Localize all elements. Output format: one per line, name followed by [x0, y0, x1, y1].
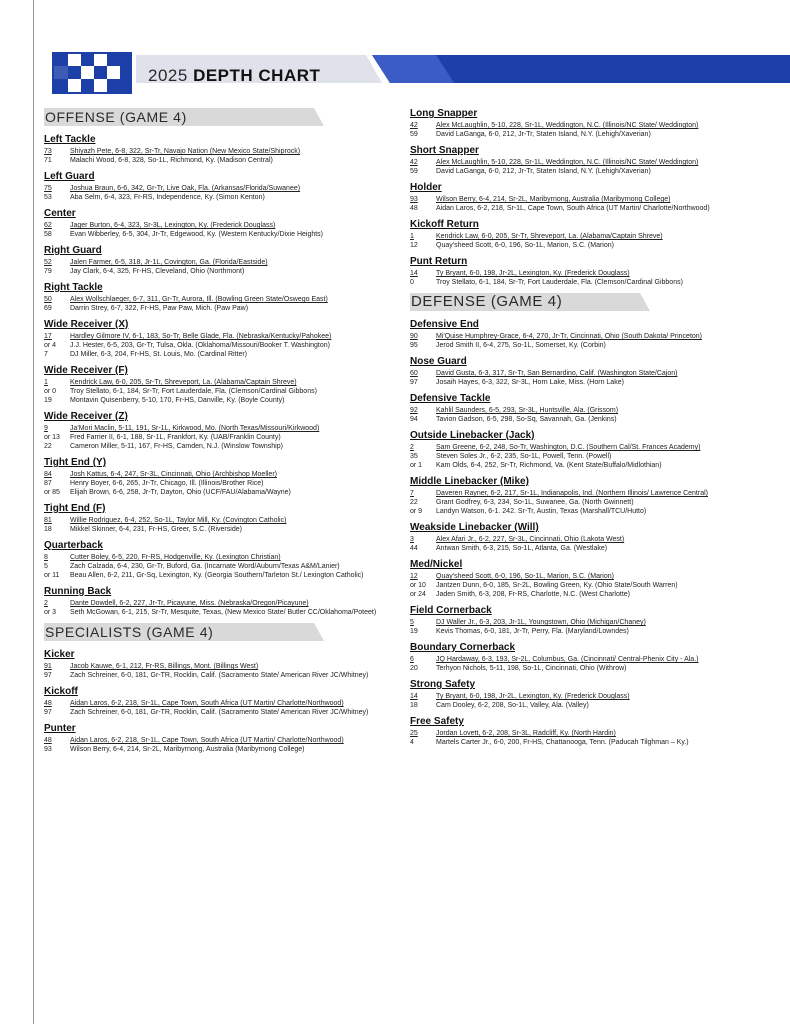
player-row — [410, 158, 760, 167]
player-row — [44, 488, 394, 497]
position-title: Defensive End — [410, 319, 479, 330]
player-number: 2 — [44, 600, 48, 607]
player-row — [410, 535, 760, 544]
player-number: 1 — [410, 233, 414, 240]
player-row — [410, 332, 760, 341]
offense-title: OFFENSE (GAME 4) — [45, 109, 187, 125]
player-number: 95 — [410, 342, 418, 349]
player-row — [44, 258, 394, 267]
player-number: 2 — [410, 444, 414, 451]
player-row — [410, 341, 760, 350]
player-row — [410, 415, 760, 424]
right-column — [410, 108, 760, 753]
defense-header — [410, 293, 760, 311]
position-title: Short Snapper — [410, 145, 479, 156]
player-info: Mikkel Skinner, 6-4, 231, Fr-HS, Greer, S.C. (Riverside) — [70, 526, 242, 533]
player-row — [44, 516, 394, 525]
player-number: 35 — [410, 453, 418, 460]
player-info: David LaGanga, 6-0, 212, Jr-Tr, Staten Island, N.Y. (Lehigh/Xaverian) — [436, 168, 651, 175]
left-column — [44, 108, 394, 760]
position-group — [44, 586, 394, 617]
player-number: 8 — [44, 554, 48, 561]
player-info: Kendrick Law, 6-0, 205, Sr-Tr, Shreveport, La. (Alabama/Captain Shreve) — [436, 233, 663, 240]
player-info: Zach Calzada, 6-4, 230, Gr-Tr, Buford, Ga. (Incarnate Word/Auburn/Texas A&M/Lanier) — [70, 563, 340, 570]
player-info: Aidan Laros, 6-2, 218, Sr-1L, Cape Town, South Africa (UT Martin/ Charlotte/Northwood) — [436, 205, 710, 212]
position-title: Center — [44, 208, 76, 219]
player-number: 18 — [44, 526, 52, 533]
player-info: JQ Hardaway, 6-3, 193, Sr-2L, Columbus, Ga. (Cincinnati/ Central-Phenix City - Ala.) — [436, 656, 699, 663]
position-title: Wide Receiver (F) — [44, 365, 128, 376]
position-group — [44, 365, 394, 405]
position-title: Tight End (F) — [44, 503, 106, 514]
player-number: 48 — [44, 737, 52, 744]
page-title — [148, 66, 320, 86]
player-info: Elijah Brown, 6-6, 258, Jr-Tr, Dayton, Ohio (UCF/FAU/Alabama/Wayne) — [70, 489, 291, 496]
player-number: 90 — [410, 333, 418, 340]
position-title: Boundary Cornerback — [410, 642, 516, 653]
player-row — [410, 590, 760, 599]
player-row — [44, 525, 394, 534]
player-info: J.J. Hester, 6-5, 203, Gr-Tr, Tulsa, Okla. (Oklahoma/Missouri/Booker T. Washington) — [70, 342, 330, 349]
player-info: Wilson Berry, 6-4, 214, Sr-2L, Maribyrnong, Australia (Maribyrnong College) — [436, 196, 671, 203]
player-number: 42 — [410, 122, 418, 129]
player-row — [410, 443, 760, 452]
player-row — [44, 267, 394, 276]
position-title: Outside Linebacker (Jack) — [410, 430, 535, 441]
position-group — [44, 208, 394, 239]
position-group — [44, 723, 394, 754]
position-group — [410, 182, 760, 213]
player-row — [44, 230, 394, 239]
player-row — [44, 745, 394, 754]
position-group — [410, 679, 760, 710]
player-number: 91 — [44, 663, 52, 670]
player-row — [44, 699, 394, 708]
player-number: 94 — [410, 416, 418, 423]
position-title: Nose Guard — [410, 356, 467, 367]
player-info: Fred Farrier II, 6-1, 188, Sr-1L, Frankfort, Ky. (UAB/Franklin County) — [70, 434, 281, 441]
player-number: 53 — [44, 194, 52, 201]
player-number: 97 — [44, 709, 52, 716]
player-number: 17 — [44, 333, 52, 340]
player-number: 81 — [44, 517, 52, 524]
position-group — [44, 457, 394, 497]
player-number: 79 — [44, 268, 52, 275]
player-info: Joshua Braun, 6-6, 342, Gr-Tr, Live Oak, Fla. (Arkansas/Florida/Suwanee) — [70, 185, 301, 192]
player-row — [44, 736, 394, 745]
player-number: 93 — [410, 196, 418, 203]
player-info: Jalen Farmer, 6-5, 318, Jr-1L, Covington, Ga. (Florida/Eastside) — [70, 259, 268, 266]
player-row — [410, 489, 760, 498]
player-info: Josh Kattus, 6-4, 247, Sr-3L, Cincinnati, Ohio (Archbishop Moeller) — [70, 471, 277, 478]
position-title: Tight End (Y) — [44, 457, 107, 468]
player-info: Troy Stellato, 6-1, 184, Sr-Tr, Fort Lauderdale, Fla. (Clemson/Cardinal Gibbons) — [436, 279, 683, 286]
player-info: Kam Olds, 6-4, 252, Sr-Tr, Richmond, Va. (Kent State/Buffalo/Midlothian) — [436, 462, 662, 469]
position-group — [410, 559, 760, 599]
position-title: Kicker — [44, 649, 75, 660]
player-row — [410, 701, 760, 710]
player-number: or 4 — [44, 342, 57, 349]
player-info: Sam Greene, 6-2, 248, So-Tr, Washington, D.C. (Southern Cal/St. Frances Academy) — [436, 444, 701, 451]
player-info: Jacob Kauwe, 6-1, 212, Fr-RS, Billings, Mont. (Billings West) — [70, 663, 259, 670]
position-group — [44, 171, 394, 202]
player-number: 60 — [410, 370, 418, 377]
position-group — [410, 319, 760, 350]
player-row — [410, 130, 760, 139]
player-row — [410, 461, 760, 470]
specialists-title: SPECIALISTS (GAME 4) — [45, 624, 214, 640]
player-number: 7 — [44, 351, 48, 358]
player-number: or 1 — [410, 462, 423, 469]
specialists-right-list — [410, 108, 760, 287]
player-info: Jordan Lovett, 6-2, 208, Sr-3L, Radcliff, Ky. (North Hardin) — [436, 730, 616, 737]
position-title: Defensive Tackle — [410, 393, 491, 404]
player-info: Jay Clark, 6-4, 325, Fr-HS, Cleveland, Ohio (Northmont) — [70, 268, 245, 275]
position-title: Med/Nickel — [410, 559, 463, 570]
player-row — [410, 195, 760, 204]
player-info: Wilson Berry, 6-4, 214, Sr-2L, Maribyrnong, Australia (Maribyrnong College) — [70, 746, 305, 753]
player-info: Zach Schreiner, 6-0, 181, Gr-TR, Rocklin, Calif. (Sacramento State/ American River JC/Whitney) — [70, 709, 369, 716]
player-info: Aba Selm, 6-4, 323, Fr-RS, Independence, Ky. (Simon Kenton) — [70, 194, 265, 201]
position-group — [410, 256, 760, 287]
player-number: 97 — [410, 379, 418, 386]
player-number: 9 — [44, 425, 48, 432]
position-title: Punter — [44, 723, 76, 734]
player-number: 25 — [410, 730, 418, 737]
position-group — [410, 642, 760, 673]
position-group — [44, 649, 394, 680]
player-row — [44, 442, 394, 451]
player-info: Cameron Miller, 5-11, 167, Fr-HS, Camden, N.J. (Winslow Township) — [70, 443, 283, 450]
player-row — [44, 470, 394, 479]
player-info: Hardley Gilmore IV, 6-1, 183, So-Tr, Belle Glade, Fla. (Nebraska/Kentucky/Pahokee) — [70, 333, 332, 340]
specialists-left-list — [44, 649, 394, 754]
player-row — [44, 341, 394, 350]
position-group — [44, 245, 394, 276]
player-info: Troy Stellato, 6-1, 184, Sr-Tr, Fort Lauderdale, Fla. (Clemson/Cardinal Gibbons) — [70, 388, 317, 395]
player-row — [44, 662, 394, 671]
player-info: Ja'Mori Maclin, 5-11, 191, Sr-1L, Kirkwood, Mo. (North Texas/Missouri/Kirkwood) — [70, 425, 320, 432]
position-title: Quarterback — [44, 540, 103, 551]
position-group — [410, 522, 760, 553]
player-number: 20 — [410, 665, 418, 672]
player-info: Terhyon Nichols, 5-11, 198, So-1L, Cincinnati, Ohio (Withrow) — [436, 665, 627, 672]
player-row — [44, 479, 394, 488]
player-info: Kendrick Law, 6-0, 205, Sr-Tr, Shreveport, La. (Alabama/Captain Shreve) — [70, 379, 297, 386]
title-name: DEPTH CHART — [193, 66, 321, 85]
position-group — [410, 219, 760, 250]
player-info: Darrin Strey, 6-7, 322, Fr-HS, Paw Paw, Mich. (Paw Paw) — [70, 305, 249, 312]
specialists-header — [44, 623, 394, 641]
margin-rule — [33, 0, 34, 1024]
player-row — [410, 241, 760, 250]
player-info: Kevis Thomas, 6-0, 181, Jr-Tr, Perry, Fla. (Maryland/Lowndes) — [436, 628, 629, 635]
player-number: or 24 — [410, 591, 426, 598]
player-number: 75 — [44, 185, 52, 192]
player-info: Landyn Watson, 6-1. 242. Sr-Tr, Austin, Texas (Marshall/TCU/Hutto) — [436, 508, 647, 515]
player-row — [44, 599, 394, 608]
position-title: Punt Return — [410, 256, 468, 267]
position-title: Field Cornerback — [410, 605, 492, 616]
player-number: 3 — [410, 536, 414, 543]
player-info: Ty Bryant, 6-0, 198, Jr-2L, Lexington, Ky. (Frederick Douglass) — [436, 270, 630, 277]
player-info: Alex McLaughlin, 5-10, 228, Sr-1L, Weddington, N.C. (Illinois/NC State/ Weddington) — [436, 159, 699, 166]
position-title: Weakside Linebacker (Will) — [410, 522, 539, 533]
position-title: Right Guard — [44, 245, 102, 256]
player-number: or 0 — [44, 388, 57, 395]
player-number: 59 — [410, 168, 418, 175]
position-group — [410, 393, 760, 424]
position-title: Left Tackle — [44, 134, 96, 145]
player-number: 59 — [410, 131, 418, 138]
position-group — [410, 605, 760, 636]
player-info: Mi'Quise Humphrey-Grace, 6-4, 270, Jr-Tr, Cincinnati, Ohio (South Dakota/ Princeton) — [436, 333, 703, 340]
player-row — [410, 664, 760, 673]
player-number: or 9 — [410, 508, 423, 515]
player-info: Seth McGowan, 6-1, 215, Sr-Tr, Mesquite, Texas, (New Mexico State/ Butler CC/Oklahoma/Poteet) — [70, 609, 377, 616]
position-title: Wide Receiver (X) — [44, 319, 129, 330]
player-number: 5 — [410, 619, 414, 626]
position-title: Strong Safety — [410, 679, 476, 690]
player-row — [44, 295, 394, 304]
player-info: Alex Afari Jr., 6-2, 227, Sr-3L, Cincinnati, Ohio (Lakota West) — [436, 536, 625, 543]
player-number: or 13 — [44, 434, 60, 441]
player-row — [410, 369, 760, 378]
player-row — [44, 147, 394, 156]
offense-list — [44, 134, 394, 617]
position-title: Running Back — [44, 586, 112, 597]
player-number: 69 — [44, 305, 52, 312]
player-number: or 11 — [44, 572, 60, 579]
player-info: Aidan Laros, 6-2, 218, Sr-1L, Cape Town, South Africa (UT Martin/ Charlotte/Northwood) — [70, 700, 344, 707]
position-group — [44, 540, 394, 580]
position-group — [44, 134, 394, 165]
player-row — [410, 269, 760, 278]
player-row — [44, 433, 394, 442]
player-row — [410, 204, 760, 213]
position-group — [44, 411, 394, 451]
player-info: Jager Burton, 6-4, 323, Sr-3L, Lexington, Ky. (Frederick Douglass) — [70, 222, 276, 229]
player-number: 12 — [410, 573, 418, 580]
player-row — [410, 452, 760, 461]
player-row — [410, 544, 760, 553]
player-info: David Gusta, 6-3, 317, Sr-Tr, San Bernardino, Calif. (Washington State/Cajon) — [436, 370, 678, 377]
player-number: 48 — [44, 700, 52, 707]
position-group — [410, 356, 760, 387]
player-info: Zach Schreiner, 6-0, 181, Gr-TR, Rocklin, Calif. (Sacramento State/ American River JC/Whitney) — [70, 672, 369, 679]
player-number: 50 — [44, 296, 52, 303]
player-info: David LaGanga, 6-0, 212, Jr-Tr, Staten Island, N.Y. (Lehigh/Xaverian) — [436, 131, 651, 138]
position-title: Kickoff Return — [410, 219, 479, 230]
player-number: 44 — [410, 545, 418, 552]
player-row — [44, 193, 394, 202]
player-info: Alex McLaughlin, 5-10, 228, Sr-1L, Weddington, N.C. (Illinois/NC State/ Weddington) — [436, 122, 699, 129]
player-row — [44, 378, 394, 387]
player-number: 6 — [410, 656, 414, 663]
player-info: Jantzen Dunn, 6-0, 185, Sr-2L, Bowling Green, Ky. (Ohio State/South Warren) — [436, 582, 678, 589]
player-number: 84 — [44, 471, 52, 478]
player-row — [44, 671, 394, 680]
player-row — [410, 581, 760, 590]
player-row — [44, 350, 394, 359]
player-info: Jaden Smith, 6-3, 208, Fr-RS, Charlotte, N.C. (West Charlotte) — [436, 591, 630, 598]
player-number: 52 — [44, 259, 52, 266]
position-group — [44, 686, 394, 717]
player-info: Cutter Boley, 6-5, 220, Fr-RS, Hodgenville, Ky. (Lexington Christian) — [70, 554, 281, 561]
player-info: Aidan Laros, 6-2, 218, Sr-1L, Cape Town, South Africa (UT Martin/ Charlotte/Northwood) — [70, 737, 344, 744]
player-row — [410, 655, 760, 664]
player-number: 18 — [410, 702, 418, 709]
player-number: 19 — [44, 397, 52, 404]
player-number: 93 — [44, 746, 52, 753]
player-number: 48 — [410, 205, 418, 212]
player-info: Quay'sheed Scott, 6-0, 196, So-1L, Marion, S.C. (Marion) — [436, 573, 614, 580]
player-row — [44, 396, 394, 405]
player-row — [410, 498, 760, 507]
player-info: Montavin Quisenberry, 5-10, 170, Fr-HS, Danville, Ky. (Boyle County) — [70, 397, 285, 404]
player-number: 19 — [410, 628, 418, 635]
player-number: 1 — [44, 379, 48, 386]
player-row — [44, 304, 394, 313]
player-row — [410, 627, 760, 636]
player-number: 42 — [410, 159, 418, 166]
player-number: 71 — [44, 157, 52, 164]
position-title: Kickoff — [44, 686, 78, 697]
player-number: 14 — [410, 693, 418, 700]
player-row — [44, 156, 394, 165]
player-number: 62 — [44, 222, 52, 229]
player-row — [44, 553, 394, 562]
checkerboard-logo — [52, 52, 132, 94]
player-info: Ty Bryant, 6-0, 198, Jr-2L, Lexington, Ky. (Frederick Douglass) — [436, 693, 630, 700]
player-info: DJ Miller, 6-3, 204, Fr-HS, St. Louis, Mo. (Cardinal Ritter) — [70, 351, 247, 358]
player-info: Tavion Gadson, 6-5, 298, So-Sq, Savannah, Ga. (Jenkins) — [436, 416, 617, 423]
position-group — [44, 319, 394, 359]
player-row — [410, 378, 760, 387]
player-row — [44, 184, 394, 193]
player-number: 58 — [44, 231, 52, 238]
player-row — [410, 692, 760, 701]
player-info: Josaih Hayes, 6-3, 322, Sr-3L, Horn Lake, Miss. (Horn Lake) — [436, 379, 624, 386]
player-number: 92 — [410, 407, 418, 414]
player-number: 12 — [410, 242, 418, 249]
player-info: Henry Boyer, 6-6, 265, Jr-Tr, Chicago, Ill. (Illinois/Brother Rice) — [70, 480, 264, 487]
position-title: Long Snapper — [410, 108, 478, 119]
player-row — [410, 232, 760, 241]
position-title: Left Guard — [44, 171, 95, 182]
position-title: Wide Receiver (Z) — [44, 411, 128, 422]
player-row — [44, 332, 394, 341]
position-group — [44, 503, 394, 534]
player-info: Daveren Rayner, 6-2, 217, Sr-1L, Indianapolis, Ind. (Northern Illinois/ Lawrence Central) — [436, 490, 708, 497]
player-info: Kahlil Saunders, 6-5, 293, Sr-3L, Huntsville, Ala. (Grissom) — [436, 407, 619, 414]
position-title: Free Safety — [410, 716, 464, 727]
player-row — [44, 608, 394, 617]
position-group — [44, 282, 394, 313]
player-row — [410, 738, 760, 747]
player-info: Quay'sheed Scott, 6-0, 196, So-1L, Marion, S.C. (Marion) — [436, 242, 614, 249]
position-title: Right Tackle — [44, 282, 103, 293]
player-row — [44, 221, 394, 230]
player-row — [410, 406, 760, 415]
player-info: Dante Dowdell, 6-2, 227, Jr-Tr, Picayune, Miss. (Nebraska/Oregon/Picayune) — [70, 600, 309, 607]
player-info: DJ Waller Jr., 6-3, 203, Jr-1L, Youngstown, Ohio (Michigan/Chaney) — [436, 619, 646, 626]
player-number: or 10 — [410, 582, 426, 589]
player-row — [44, 562, 394, 571]
player-info: Steven Soles Jr., 6-2, 235, So-1L, Powell, Tenn. (Powell) — [436, 453, 612, 460]
player-number: 5 — [44, 563, 48, 570]
player-info: Grant Godfrey, 6-3, 234, So-1L, Suwanee, Ga. (North Gwinnett) — [436, 499, 634, 506]
player-row — [410, 572, 760, 581]
position-group — [410, 108, 760, 139]
player-number: 73 — [44, 148, 52, 155]
defense-list — [410, 319, 760, 747]
player-info: Beau Allen, 6-2, 211, Gr-Sq, Lexington, Ky. (Georgia Southern/Tarleton St./ Lexington Catholic) — [70, 572, 364, 579]
player-info: Martels Carter Jr., 6-0, 200, Fr-HS, Chattanooga, Tenn. (Paducah Tilghman – Ky.) — [436, 739, 689, 746]
position-group — [410, 716, 760, 747]
player-number: 4 — [410, 739, 414, 746]
player-info: Malachi Wood, 6-8, 328, So-1L, Richmond, Ky. (Madison Central) — [70, 157, 273, 164]
position-group — [410, 145, 760, 176]
player-info: Willie Rodriguez, 6-4, 252, So-1L, Taylor Mill, Ky. (Covington Catholic) — [70, 517, 287, 524]
player-row — [410, 507, 760, 516]
player-number: 7 — [410, 490, 414, 497]
player-info: Cam Dooley, 6-2, 208, So-1L, Valley, Ala. (Valley) — [436, 702, 589, 709]
player-number: 22 — [44, 443, 52, 450]
player-row — [410, 729, 760, 738]
position-title: Middle Linebacker (Mike) — [410, 476, 529, 487]
position-title: Holder — [410, 182, 442, 193]
player-info: Jerod Smith II, 6-4, 275, So-1L, Somerset, Ky. (Corbin) — [436, 342, 606, 349]
player-info: Alex Wollschlaeger, 6-7, 311, Gr-Tr, Aurora, Ill. (Bowling Green State/Oswego East) — [70, 296, 328, 303]
offense-header — [44, 108, 394, 126]
player-row — [410, 167, 760, 176]
player-row — [44, 571, 394, 580]
player-number: 87 — [44, 480, 52, 487]
player-number: 22 — [410, 499, 418, 506]
player-row — [410, 618, 760, 627]
player-number: or 3 — [44, 609, 57, 616]
position-group — [410, 430, 760, 470]
player-row — [44, 424, 394, 433]
player-row — [410, 278, 760, 287]
player-number: or 85 — [44, 489, 60, 496]
player-info: Antwan Smith, 6-3, 215, So-1L, Atlanta, Ga. (Westlake) — [436, 545, 608, 552]
player-row — [44, 387, 394, 396]
position-group — [410, 476, 760, 516]
player-row — [410, 121, 760, 130]
title-year: 2025 — [148, 66, 188, 85]
player-info: Shiyazh Pete, 6-8, 322, Sr-Tr, Navajo Nation (New Mexico State/Shiprock) — [70, 148, 301, 155]
player-row — [44, 708, 394, 717]
player-info: Evan Wibberley, 6-5, 304, Jr-Tr, Edgewood, Ky. (Western Kentucky/Dixie Heights) — [70, 231, 324, 238]
defense-title: DEFENSE (GAME 4) — [411, 293, 563, 310]
player-number: 0 — [410, 279, 414, 286]
player-number: 97 — [44, 672, 52, 679]
player-number: 14 — [410, 270, 418, 277]
